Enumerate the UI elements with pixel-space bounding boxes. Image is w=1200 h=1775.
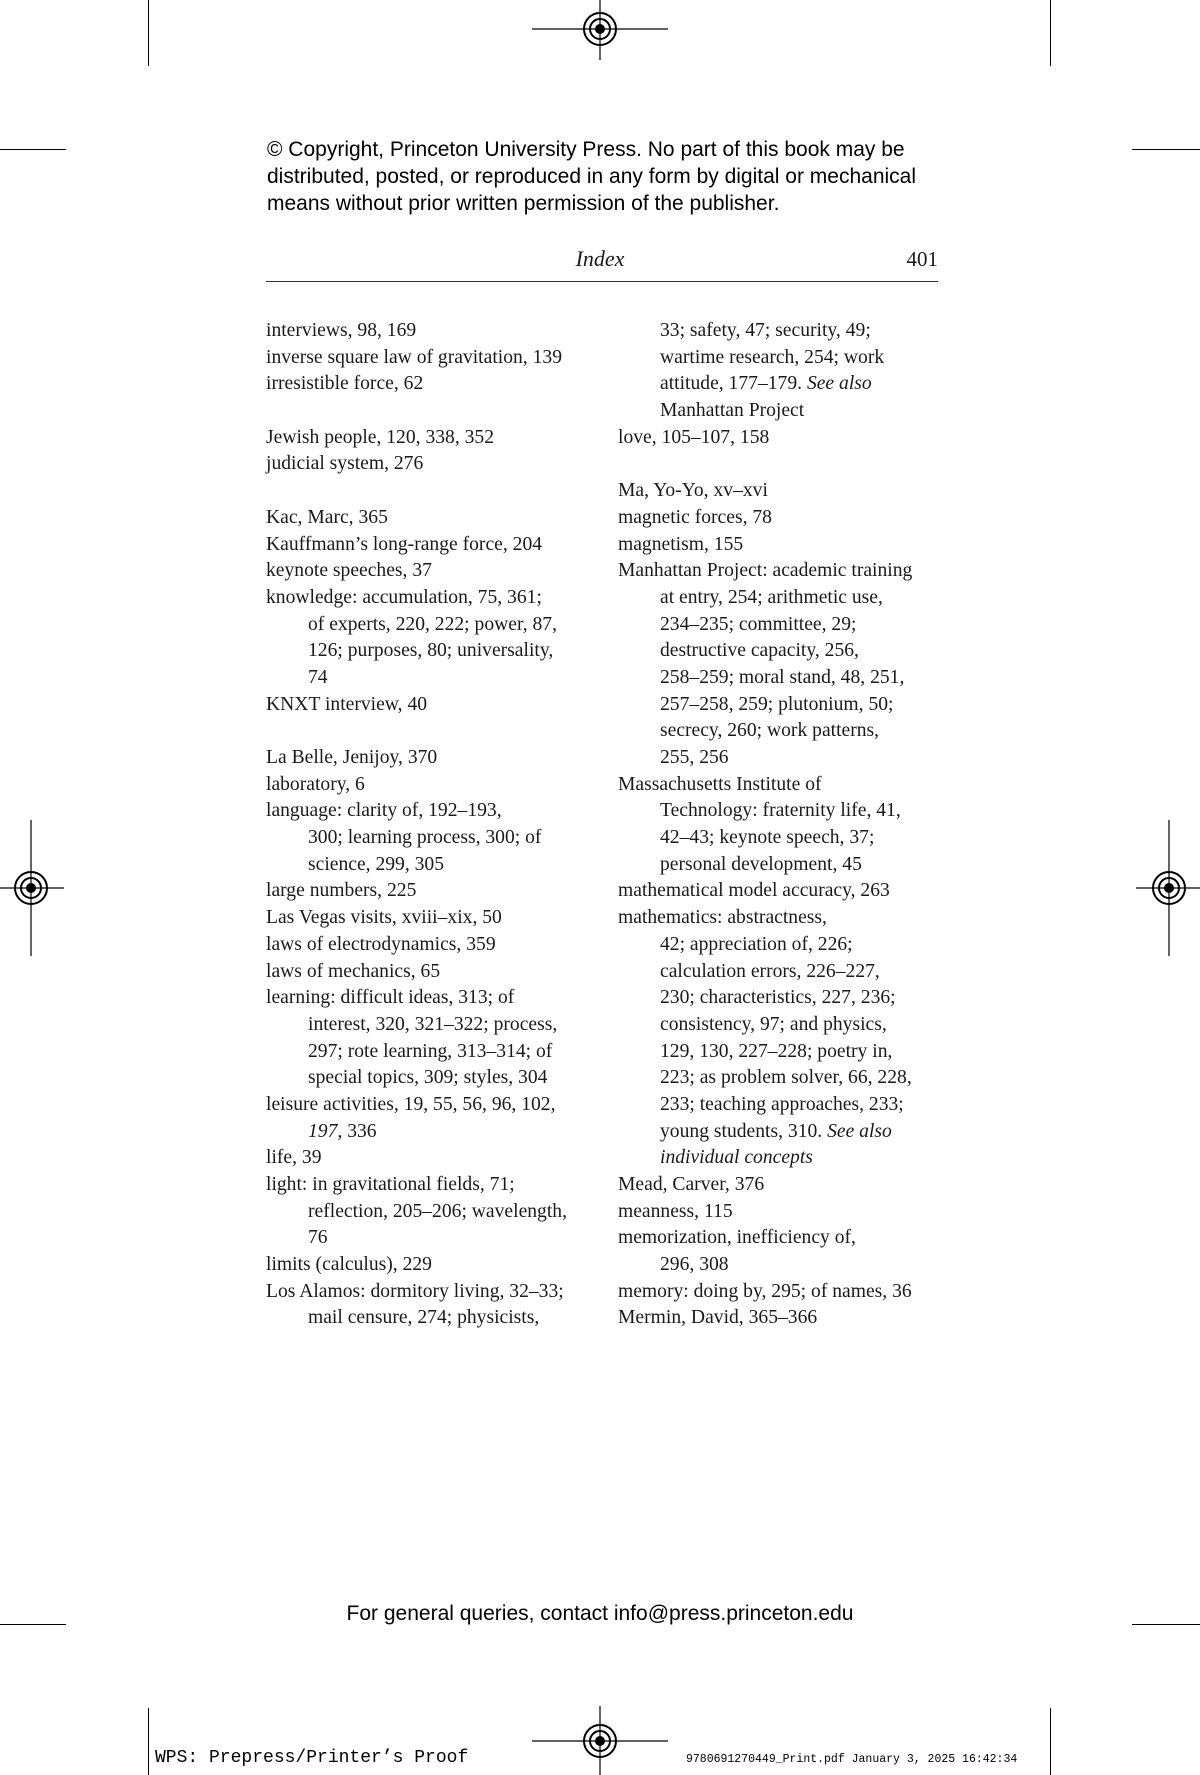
index-italic-text: See also (806, 373, 872, 395)
index-entry-line: large numbers, 225 (266, 880, 417, 902)
index-entry-line: leisure activities, 19, 55, 56, 96, 102, (266, 1093, 556, 1115)
letter-group-gap (266, 398, 596, 425)
index-entry-line: Ma, Yo-Yo, xv–xvi (618, 480, 768, 502)
index-subentry-line: calculation errors, 226–227, (660, 960, 880, 982)
index-subentry-line: 255, 256 (660, 747, 729, 768)
index-subentry-line: 126; purposes, 80; universality, (308, 640, 554, 662)
index-entry-line: interviews, 98, 169 (266, 320, 417, 341)
index-subentry-line: special topics, 309; styles, 304 (308, 1067, 548, 1089)
index-subentry-line: 74 (308, 666, 328, 688)
index-subentry-line: 230; characteristics, 227, 236; (660, 987, 896, 1009)
index-subentry-line: 42–43; keynote speech, 37; (660, 827, 875, 849)
index-entry-line: Massachusetts Institute of (618, 773, 822, 795)
index-entry-line: KNXT interview, 40 (266, 693, 428, 715)
index-entry-line: Mermin, David, 365–366 (618, 1307, 818, 1329)
index-italic-text: individual concepts (660, 1147, 813, 1169)
index-entry-line: laws of mechanics, 65 (266, 960, 441, 982)
index-subentry-line: 257–258, 259; plutonium, 50; (660, 693, 894, 715)
index-subentry-line: 233; teaching approaches, 233; (660, 1093, 904, 1115)
index-subentry-line: secrecy, 260; work patterns, (660, 720, 880, 742)
registration-mark-bottom (532, 1706, 668, 1775)
index-subentry-line: 300; learning process, 300; of (308, 827, 542, 849)
index-entry-line: judicial system, 276 (266, 453, 424, 475)
index-entry-line: mathematical model accuracy, 263 (618, 880, 890, 902)
index-entry-line: Los Alamos: dormitory living, 32–33; (266, 1280, 564, 1302)
index-subentry-line: 258–259; moral stand, 48, 251, (660, 666, 905, 688)
index-entry-line: knowledge: accumulation, 75, 361; (266, 586, 542, 608)
index-subentry-line: wartime research, 254; work (660, 346, 885, 368)
index-entry-line: memory: doing by, 295; of names, 36 (618, 1280, 912, 1302)
index-entry-line: Jewish people, 120, 338, 352 (266, 426, 495, 448)
index-column-left (266, 318, 596, 1332)
index-entry-line: learning: difficult ideas, 313; of (266, 987, 515, 1009)
index-subentry-line: interest, 320, 321–322; process, (308, 1013, 558, 1035)
index-subentry-line: of experts, 220, 222; power, 87, (308, 613, 557, 635)
index-text: 336 (342, 1120, 377, 1142)
index-entry-line: La Belle, Jenijoy, 370 (266, 747, 438, 768)
index-text: young students, 310. (660, 1120, 828, 1142)
index-entry-line: irresistible force, 62 (266, 373, 424, 395)
index-entry-line: Las Vegas visits, xviii–xix, 50 (266, 907, 502, 929)
index-column-right (618, 318, 948, 1332)
index-subentry-line (618, 1119, 948, 1146)
letter-group-gap (266, 478, 596, 505)
index-subentry-line: reflection, 205–206; wavelength, (308, 1200, 567, 1222)
index-subentry-line: 33; safety, 47; security, 49; (660, 320, 871, 341)
proof-label: WPS: Prepress/Printer’s Proof (155, 1748, 469, 1768)
index-entry-line: Manhattan Project: academic training (618, 560, 913, 582)
index-text: attitude, 177–179. (660, 373, 807, 395)
copyright-line: means without prior written permission of the publisher. (267, 192, 780, 215)
registration-mark-right (1136, 820, 1200, 956)
registration-mark-top (532, 0, 668, 60)
index-entry-line: laboratory, 6 (266, 773, 365, 795)
index-subentry-line: Technology: fraternity life, 41, (660, 800, 901, 822)
index-entry-line: Kac, Marc, 365 (266, 506, 388, 528)
header-rule (266, 281, 938, 282)
index-entry-line: mathematics: abstractness, (618, 907, 827, 929)
general-queries-notice: For general queries, contact info@press.princeton.edu (346, 1602, 854, 1625)
index-entry-line: laws of electrodynamics, 359 (266, 933, 496, 955)
index-entry-line: love, 105–107, 158 (618, 426, 770, 448)
registration-mark-left (0, 820, 64, 956)
file-stamp: 9780691270449_Print.pdf January 3, 2025 16:42:34 (686, 1753, 1018, 1766)
copyright-notice (267, 136, 987, 217)
index-entry-line: memorization, inefficiency of, (618, 1227, 856, 1249)
index-entry-line: Mead, Carver, 376 (618, 1174, 765, 1195)
index-subentry-line: 76 (308, 1227, 328, 1249)
index-subentry-line (618, 371, 948, 398)
index-entry-line: keynote speeches, 37 (266, 560, 432, 582)
index-subentry-line: mail censure, 274; physicists, (308, 1307, 540, 1329)
index-subentry-line: 234–235; committee, 29; (660, 613, 857, 635)
index-subentry-line: at entry, 254; arithmetic use, (660, 586, 883, 608)
index-subentry-line (266, 1119, 596, 1146)
index-entry-line: Kauffmann’s long-range force, 204 (266, 533, 543, 555)
index-italic-text: See also (827, 1120, 892, 1142)
index-subentry-line: Manhattan Project (660, 400, 805, 422)
index-entry-line: magnetism, 155 (618, 533, 744, 555)
index-italic-text: 197, (308, 1120, 343, 1142)
index-subentry-line: 297; rote learning, 313–314; of (308, 1040, 553, 1062)
index-subentry-line (618, 1145, 948, 1172)
index-entry-line: magnetic forces, 78 (618, 506, 772, 528)
index-entry-line: life, 39 (266, 1147, 322, 1169)
index-entry-line: limits (calculus), 229 (266, 1254, 432, 1276)
letter-group-gap (618, 451, 948, 478)
index-entry-line: inverse square law of gravitation, 139 (266, 346, 562, 368)
index-entry-line: meanness, 115 (618, 1200, 733, 1222)
index-subentry-line: consistency, 97; and physics, (660, 1013, 887, 1035)
index-entry-line: language: clarity of, 192–193, (266, 800, 502, 822)
index-subentry-line: 296, 308 (660, 1254, 729, 1276)
index-subentry-line: 129, 130, 227–228; poetry in, (660, 1040, 893, 1062)
index-subentry-line: 42; appreciation of, 226; (660, 933, 853, 955)
index-entry-line: light: in gravitational fields, 71; (266, 1174, 515, 1195)
copyright-line: © Copyright, Princeton University Press. No part of this book may be (267, 138, 905, 161)
running-title: Index (575, 246, 625, 271)
index-subentry-line: destructive capacity, 256, (660, 640, 859, 662)
copyright-line: distributed, posted, or reproduced in any form by digital or mechanical (267, 165, 917, 188)
index-subentry-line: 223; as problem solver, 66, 228, (660, 1067, 912, 1089)
index-subentry-line: science, 299, 305 (308, 853, 445, 875)
index-subentry-line: personal development, 45 (660, 853, 862, 875)
page-number: 401 (906, 247, 938, 271)
letter-group-gap (266, 718, 596, 745)
